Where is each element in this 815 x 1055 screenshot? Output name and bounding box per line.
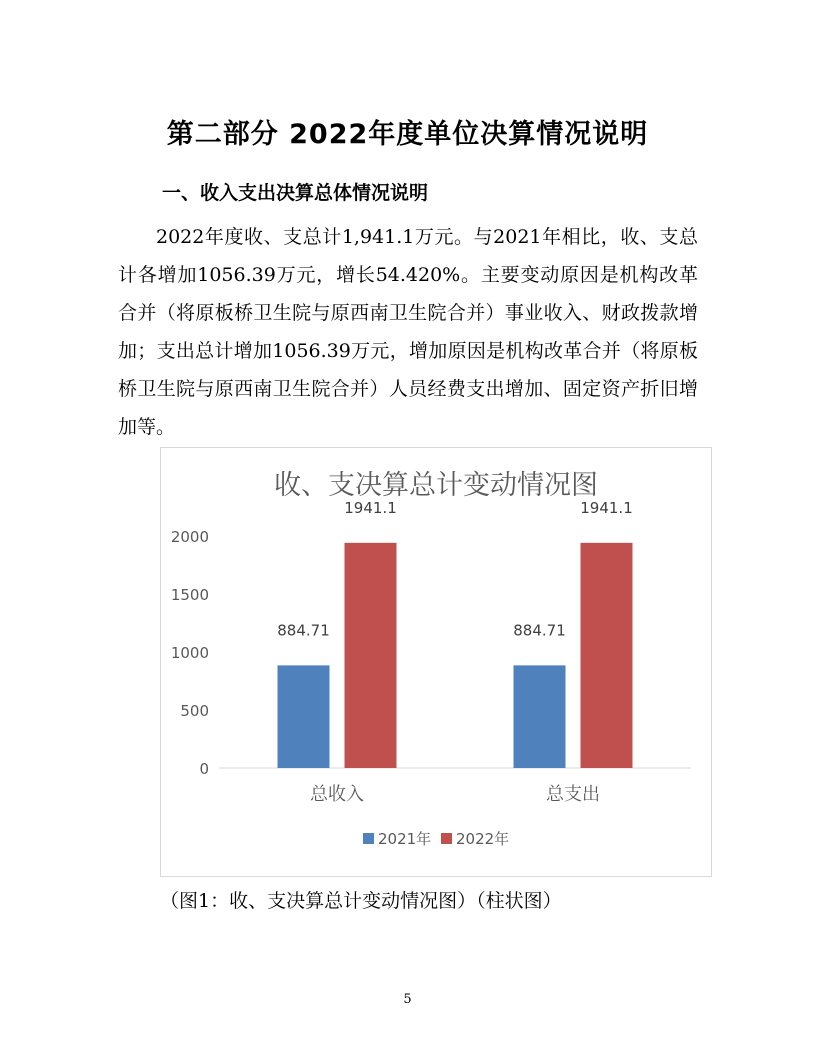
y-tick-label: 500 — [180, 702, 209, 720]
page-number: 5 — [403, 992, 412, 1007]
legend-swatch — [441, 833, 452, 844]
data-label: 884.71 — [513, 621, 566, 640]
legend-label: 2022年 — [456, 830, 510, 848]
data-label: 1941.1 — [580, 498, 633, 517]
chart-bars — [278, 543, 633, 768]
bar — [278, 665, 330, 768]
body-paragraph-block — [118, 218, 698, 446]
y-tick-label: 2000 — [170, 528, 209, 546]
section-heading: 一、收入支出决算总体情况说明 — [162, 182, 429, 204]
y-tick-label: 1500 — [170, 586, 209, 604]
x-tick-label: 总支出 — [546, 784, 600, 805]
bar — [581, 543, 633, 768]
y-tick-label: 0 — [199, 760, 209, 778]
figure-caption: （图1：收、支决算总计变动情况图）（柱状图） — [160, 890, 562, 912]
x-tick-label: 总收入 — [310, 784, 364, 805]
chart-title: 收、支决算总计变动情况图 — [274, 470, 598, 501]
data-label: 884.71 — [277, 621, 330, 640]
data-label: 1941.1 — [344, 498, 397, 517]
bar — [345, 543, 397, 768]
legend-swatch — [363, 833, 374, 844]
body-paragraph: 2022年度收、支总计1,941.1万元。与2021年相比，收、支总计各增加1056.39万元，增长54.420%。主要变动原因是机构改革合并（将原板桥卫生院与原西南卫生院合并）事业收入、财政拨款增加；支出总计增加1056.39万元，增加原因是机构改革合并（将原板桥卫生院与原西南卫生院合并）人员经费支出增加、固定资产折旧增加等。 — [118, 226, 698, 438]
y-tick-label: 1000 — [170, 644, 209, 662]
page-title: 第二部分 2022年度单位决算情况说明 — [166, 119, 649, 150]
chart-canvas — [161, 448, 711, 876]
chart-legend — [363, 830, 509, 848]
bar — [514, 665, 566, 768]
bar-chart — [160, 447, 712, 877]
chart-data-labels — [277, 499, 633, 640]
legend-label: 2021年 — [378, 830, 432, 848]
